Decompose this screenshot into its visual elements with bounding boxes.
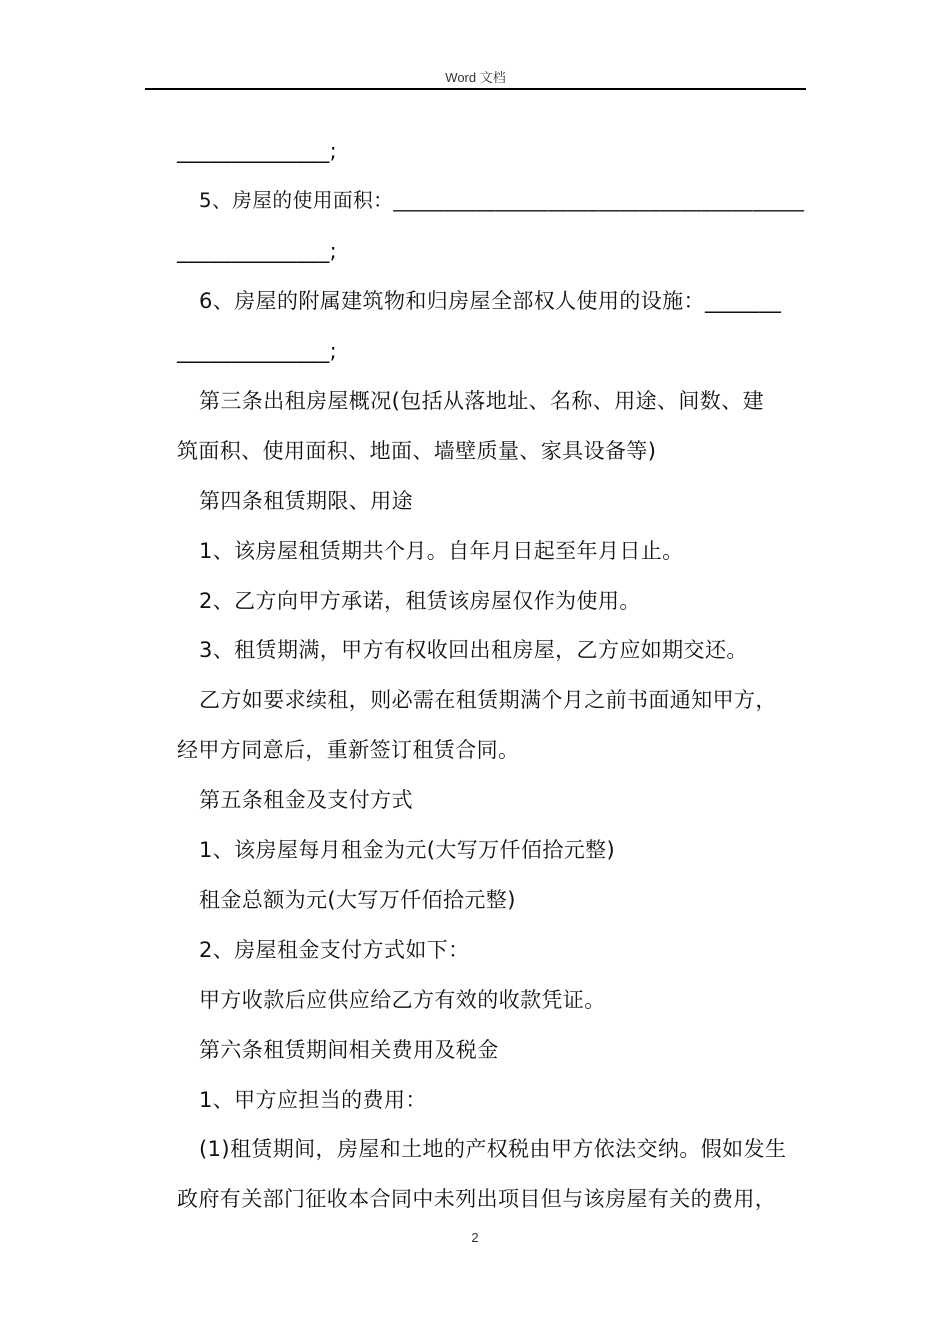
- text-line: 第六条租赁期间相关费用及税金: [199, 1038, 499, 1062]
- text-line: 2、乙方向甲方承诺，租赁该房屋仅作为使用。: [199, 589, 641, 613]
- text-line: 第四条租赁期限、用途: [199, 489, 413, 513]
- text-line: 5、房屋的使用面积：________________________________________: [199, 189, 805, 212]
- text-line: ______________;: [177, 339, 338, 363]
- text-line: 乙方如要求续租，则必需在租赁期满个月之前书面通知甲方，: [199, 688, 777, 712]
- text-line: ______________;: [177, 139, 338, 163]
- text-line: 甲方收款后应供应给乙方有效的收款凭证。: [199, 988, 606, 1012]
- text-line: ______________;: [177, 239, 338, 263]
- text-line: 租金总额为元(大写万仟佰拾元整): [199, 888, 516, 912]
- text-line: 第三条出租房屋概况(包括从落地址、名称、用途、间数、建: [199, 389, 764, 413]
- text-line: 政府有关部门征收本合同中未列出项目但与该房屋有关的费用，: [177, 1187, 777, 1211]
- text-line: (1)租赁期间，房屋和土地的产权税由甲方依法交纳。假如发生: [199, 1137, 787, 1161]
- page-number: 2: [471, 1230, 479, 1245]
- text-line: 1、该房屋租赁期共个月。自年月日起至年月日止。: [199, 539, 684, 563]
- text-line: 经甲方同意后，重新签订租赁合同。: [177, 738, 520, 762]
- text-line: 6、房屋的附属建筑物和归房屋全部权人使用的设施：_______: [199, 289, 782, 313]
- text-line: 3、租赁期满，甲方有权收回出租房屋，乙方应如期交还。: [199, 638, 748, 662]
- header-title: Word 文档: [445, 70, 506, 85]
- text-line: 1、该房屋每月租金为元(大写万仟佰拾元整): [199, 838, 616, 862]
- text-line: 筑面积、使用面积、地面、墙壁质量、家具设备等): [177, 439, 657, 463]
- text-line: 2、房屋租金支付方式如下：: [199, 938, 470, 962]
- text-line: 第五条租金及支付方式: [199, 788, 413, 812]
- text-line: 1、甲方应担当的费用：: [199, 1088, 427, 1112]
